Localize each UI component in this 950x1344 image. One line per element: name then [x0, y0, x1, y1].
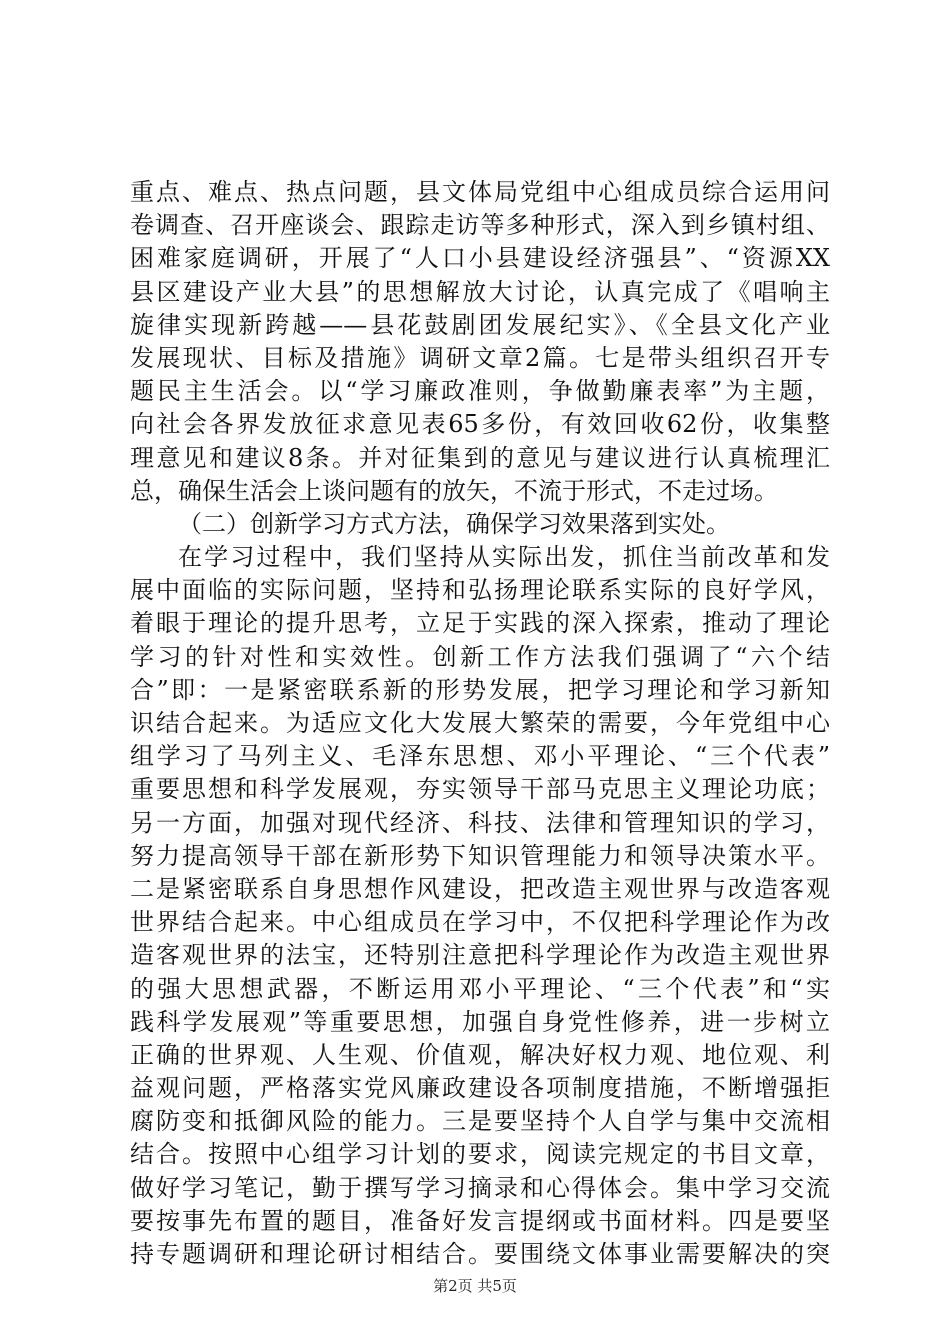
text-line: 总，确保生活会上谈问题有的放矢，不流于形式，不走过场。 [130, 476, 778, 505]
text-line: 卷调查、召开座谈会、跟踪走访等多种形式，深入到乡镇村组、 [130, 211, 830, 240]
text-line: 着眼于理论的提升思考，立足于实践的深入探索，推动了理论 [130, 609, 830, 638]
text-line: 发展现状、目标及措施》调研文章2篇。七是带头组织召开专 [130, 343, 830, 372]
text-line: 努力提高领导干部在新形势下知识管理能力和领导决策水平。 [130, 841, 830, 870]
text-line: 世界结合起来。中心组成员在学习中，不仅把科学理论作为改 [130, 908, 830, 937]
text-line: 造客观世界的法宝，还特别注意把科学理论作为改造主观世界 [130, 941, 830, 970]
text-line: 的强大思想武器，不断运用邓小平理论、“三个代表”和“实 [130, 974, 830, 1003]
page-footer: 第2页 共5页 [433, 1277, 517, 1295]
document-body [130, 176, 830, 1271]
text-line: 县区建设产业大县”的思想解放大讨论，认真完成了《唱响主 [130, 277, 830, 306]
text-line: 持专题调研和理论研讨相结合。要围绕文体事业需要解决的突 [130, 1240, 830, 1268]
text-line: 题民主生活会。以“学习廉政准则，争做勤廉表率”为主题， [130, 377, 830, 406]
text-line: 展中面临的实际问题，坚持和弘扬理论联系实际的良好学风， [130, 576, 830, 605]
text-line: 二是紧密联系自身思想作风建设，把改造主观世界与改造客观 [130, 874, 830, 903]
text-line: 重点、难点、热点问题，县文体局党组中心组成员综合运用问 [130, 178, 830, 206]
text-line: 困难家庭调研，开展了“人口小县建设经济强县”、“资源XX [130, 244, 830, 273]
text-line: 要按事先布置的题目，准备好发言提纲或书面材料。四是要坚 [130, 1206, 830, 1235]
text-line: 旋律实现新跨越——县花鼓剧团发展纪实》、《全县文化产业 [130, 310, 830, 339]
text-line: 理意见和建议8条。并对征集到的意见与建议进行认真梳理汇 [130, 443, 830, 472]
text-line: 结合。按照中心组学习计划的要求，阅读完规定的书目文章， [130, 1140, 830, 1169]
text-line: 另一方面，加强对现代经济、科技、法律和管理知识的学习， [130, 808, 830, 837]
text-line: 践科学发展观”等重要思想，加强自身党性修养，进一步树立 [130, 1007, 830, 1036]
text-line: 益观问题，严格落实党风廉政建设各项制度措施，不断增强拒 [130, 1074, 830, 1103]
text-line: 在学习过程中，我们坚持从实际出发，抓住当前改革和发 [178, 543, 830, 572]
text-line: 组学习了马列主义、毛泽东思想、邓小平理论、“三个代表” [130, 742, 830, 771]
text-line: 合”即：一是紧密联系新的形势发展，把学习理论和学习新知 [130, 675, 830, 704]
text-line: 学习的针对性和实效性。创新工作方法我们强调了“六个结 [130, 642, 830, 671]
text-line: 做好学习笔记，勤于撰写学习摘录和心得体会。集中学习交流 [130, 1173, 830, 1202]
text-line: （二）创新学习方式方法，确保学习效果落到实处。 [178, 509, 730, 538]
text-line: 正确的世界观、人生观、价值观，解决好权力观、地位观、利 [130, 1040, 830, 1069]
text-line: 重要思想和科学发展观，夯实领导干部马克思主义理论功底； [130, 775, 830, 804]
text-line: 识结合起来。为适应文化大发展大繁荣的需要，今年党组中心 [130, 709, 830, 737]
text-line: 向社会各界发放征求意见表65多份，有效回收62份，收集整 [130, 410, 830, 439]
text-line: 腐防变和抵御风险的能力。三是要坚持个人自学与集中交流相 [130, 1107, 830, 1136]
